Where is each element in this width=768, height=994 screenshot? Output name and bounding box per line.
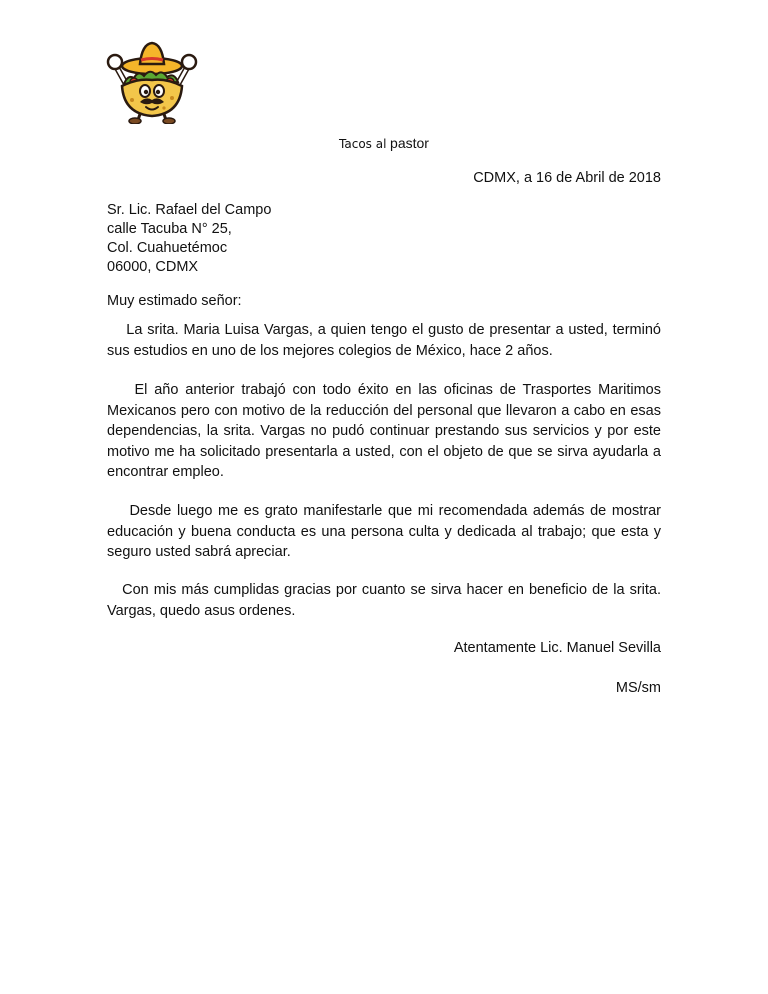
body-paragraph-1: La srita. Maria Luisa Vargas, a quien tengo el gusto de presentar a usted, terminó sus estudios en uno de los mejores colegios de México, hace 2 años.	[107, 322, 661, 359]
body-paragraph-3: Desde luego me es grato manifestarle que mi recomendada además de mostrar educación y buena conducta es una persona culta y dedicada al trabajo; que esta y seguro usted sabrá apreciar.	[107, 503, 661, 561]
recipient-name: Sr. Lic. Rafael del Campo	[107, 202, 272, 218]
taco-mascot-icon	[104, 40, 200, 124]
closing-signature: Atentamente Lic. Manuel Sevilla	[453, 640, 661, 656]
letterhead-brand-first: Tacos al	[339, 137, 387, 151]
recipient-postal: 06000, CDMX	[107, 259, 199, 275]
letter-date: CDMX, a 16 de Abril de 2018	[473, 170, 661, 186]
recipient-street: calle Tacuba N° 25,	[107, 221, 232, 237]
recipient-colony: Col. Cuahuetémoc	[107, 240, 228, 256]
greeting: Muy estimado señor:	[107, 293, 242, 309]
reference-initials: MS/sm	[615, 680, 661, 696]
body-paragraph-2: El año anterior trabajó con todo éxito en las oficinas de Trasportes Maritimos Mexicanos pero con motivo de la reducción del personal que llevaron a cabo en esas dependencias, la srita. Vargas no pudó continuar prestando sus servicios y por este motivo me ha solicitado presentarla a usted, con el objeto de que se sirva ayudarla a encontrar empleo.	[107, 382, 661, 481]
body-paragraph-4: Con mis más cumplidas gracias por cuanto se sirva hacer en beneficio de la srita. Vargas, quedo asus ordenes.	[107, 582, 661, 619]
recipient-address	[107, 201, 271, 277]
letterhead-brand-second: pastor	[390, 135, 429, 151]
letterhead	[0, 135, 768, 151]
